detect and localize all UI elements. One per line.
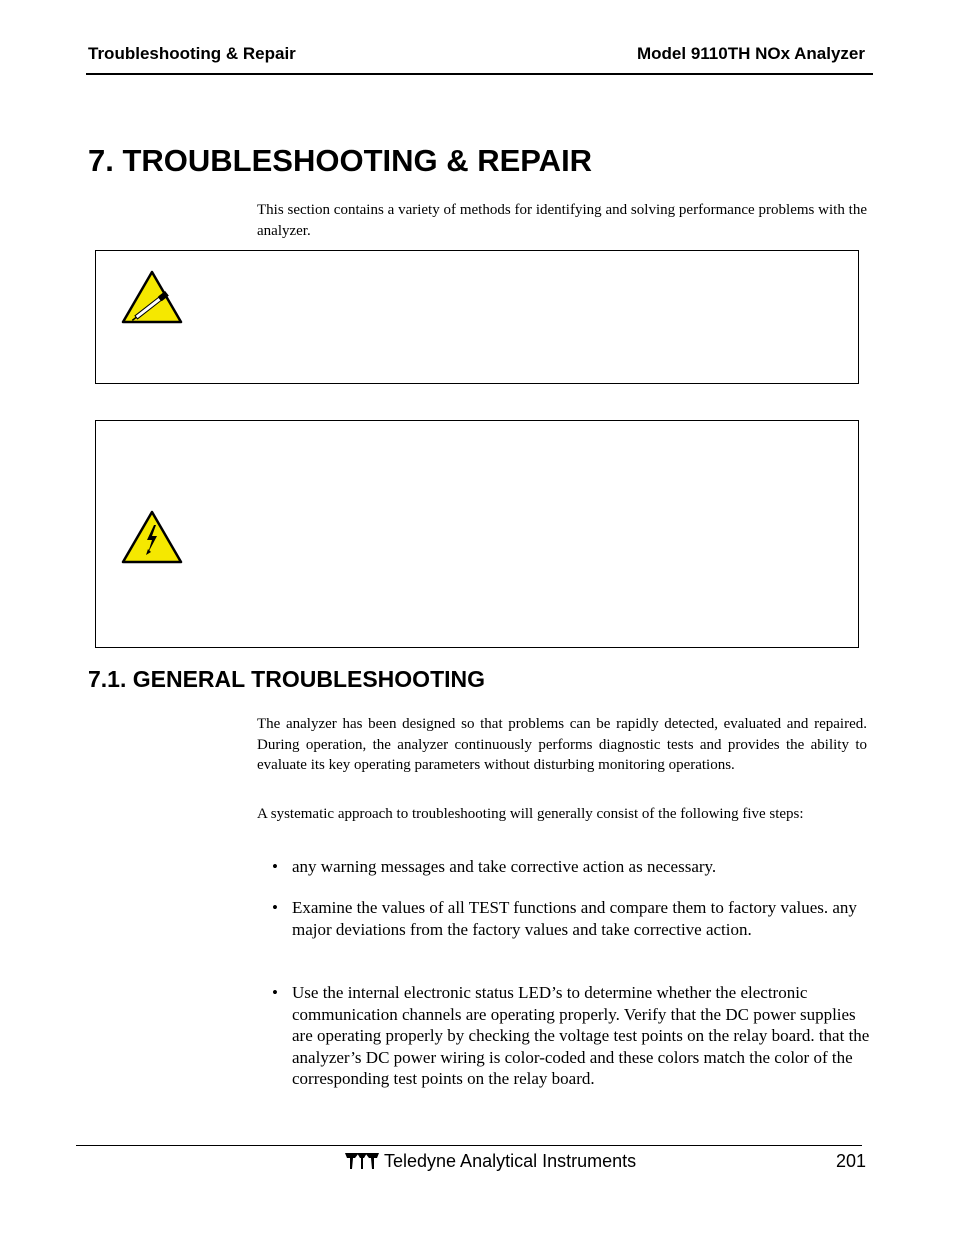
caution-notice-box [95,250,859,384]
intro-paragraph: This section contains a variety of methods for identifying and solving performance problems with the analyzer. [257,202,867,239]
footer-rule [76,1145,862,1146]
electrical-warning-notice-box [95,420,859,648]
footer-company: Teledyne Analytical Instruments [384,1151,637,1171]
section-paragraph-2: A systematic approach to troubleshooting will generally consist of the following five steps: [257,806,804,822]
electrical-shock-hazard-icon [120,509,184,565]
troubleshooting-steps-list [272,982,872,1090]
caution-general-warning-icon [120,269,184,325]
section-paragraph-1: The analyzer has been designed so that problems can be rapidly detected, evaluated and repaired. During operation, the analyzer continuously performs diagnostic tests and provides the ability to evaluate its key operating parameters without disturbing monitoring operations. [257,716,867,773]
page-number: 201 [835,1151,866,1171]
chapter-title: 7. TROUBLESHOOTING & REPAIR [88,143,593,178]
list-item: • any warning messages and take corrective action as necessary. [272,856,872,878]
running-header-model: Model 9110TH NOx Analyzer [636,44,865,63]
troubleshooting-steps-list [272,856,872,878]
list-item: • Use the internal electronic status LED’s to determine whether the electronic communication channels are operating properly. Verify that the DC power supplies are operating properly by checking the voltage test points on the relay board. that the analyzer’s DC power wiring is color-coded and these colors match the color of the corresponding test points on the relay board. [272,982,872,1090]
section-heading: 7.1. GENERAL TROUBLESHOOTING [88,666,486,692]
running-header-section: Troubleshooting & Repair [88,44,296,63]
teledyne-logo-icon [344,1150,380,1172]
header-rule [86,73,873,75]
troubleshooting-steps-list [272,897,872,940]
list-item: • Examine the values of all TEST functions and compare them to factory values. any major deviations from the factory values and take corrective action. [272,897,872,940]
